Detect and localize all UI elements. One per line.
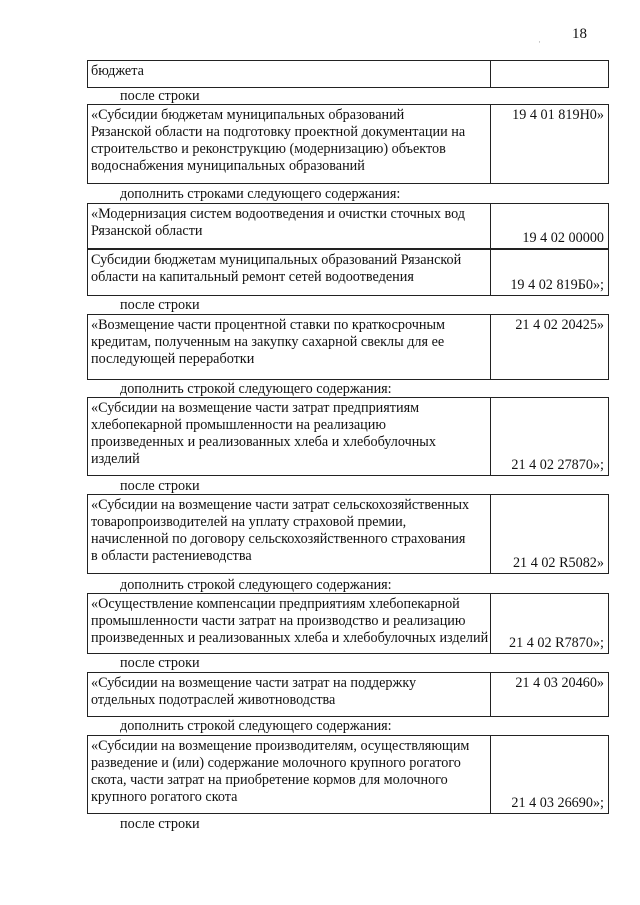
table-row bbox=[87, 314, 609, 380]
description-line: строительство и реконструкцию (модернизацию) объектов bbox=[91, 141, 446, 157]
description-line: хлебопекарной промышленности на реализацию bbox=[91, 417, 386, 433]
description-line: «Субсидии бюджетам муниципальных образований bbox=[91, 107, 405, 123]
table-row bbox=[87, 249, 609, 296]
section-caption: дополнить строкой следующего содержания: bbox=[120, 381, 392, 397]
row-code: 19 4 02 00000 bbox=[522, 230, 604, 246]
table-row bbox=[87, 593, 609, 654]
row-description bbox=[88, 61, 491, 87]
row-description bbox=[88, 736, 491, 813]
section-caption: после строки bbox=[120, 297, 200, 313]
row-code: 21 4 02 R5082» bbox=[512, 555, 604, 571]
description-line: «Субсидии на возмещение части затрат на поддержку bbox=[91, 675, 417, 691]
description-line: произведенных и реализованных хлеба и хлебобулочных изделий bbox=[91, 630, 489, 646]
section-caption: дополнить строкой следующего содержания: bbox=[120, 718, 392, 734]
table-row bbox=[87, 60, 609, 88]
description-line: последующей переработки bbox=[91, 351, 255, 367]
table-row bbox=[87, 672, 609, 717]
row-description bbox=[88, 105, 491, 183]
description-line: скота, части затрат на приобретение кормов для молочного bbox=[91, 772, 448, 788]
table-row bbox=[87, 735, 609, 814]
description-line: начисленной по договору сельскохозяйственного страхования bbox=[91, 531, 466, 547]
description-line: кредитам, полученным на закупку сахарной свеклы для ее bbox=[91, 334, 445, 350]
row-code: 21 4 02 27870»; bbox=[511, 457, 604, 473]
section-caption: после строки bbox=[120, 655, 200, 671]
description-line: изделий bbox=[91, 451, 140, 467]
row-description bbox=[88, 398, 491, 475]
section-caption: после строки bbox=[120, 478, 200, 494]
description-line: товаропроизводителей на уплату страховой премии, bbox=[91, 514, 407, 530]
table-row bbox=[87, 494, 609, 574]
description-line: водоснабжения муниципальных образований bbox=[91, 158, 365, 174]
description-line: в области растениеводства bbox=[91, 548, 252, 564]
row-description bbox=[88, 250, 491, 295]
row-code: 21 4 02 20425» bbox=[515, 317, 604, 333]
description-line: произведенных и реализованных хлеба и хлебобулочных bbox=[91, 434, 436, 450]
row-code: 21 4 03 26690»; bbox=[511, 795, 604, 811]
description-line: «Субсидии на возмещение части затрат сельскохозяйственных bbox=[91, 497, 470, 513]
table-row bbox=[87, 203, 609, 249]
scan-mark: · bbox=[538, 37, 541, 47]
section-caption: дополнить строками следующего содержания: bbox=[120, 186, 401, 202]
page-number: 18 bbox=[572, 26, 587, 42]
section-caption: после строки bbox=[120, 88, 200, 104]
description-line: разведение и (или) содержание молочного крупного рогатого bbox=[91, 755, 461, 771]
description-line: «Субсидии на возмещение части затрат предприятиям bbox=[91, 400, 420, 416]
row-code: 21 4 02 R7870»; bbox=[509, 635, 604, 651]
description-line: крупного рогатого скота bbox=[91, 789, 238, 805]
row-description bbox=[88, 495, 491, 573]
row-description bbox=[88, 204, 491, 248]
description-line: области на капитальный ремонт сетей водоотведения bbox=[91, 269, 414, 285]
description-line: Субсидии бюджетам муниципальных образований Рязанской bbox=[91, 252, 462, 268]
description-line: «Субсидии на возмещение производителям, осуществляющим bbox=[91, 738, 470, 754]
table-row bbox=[87, 397, 609, 476]
description-line: «Возмещение части процентной ставки по краткосрочным bbox=[91, 317, 445, 333]
description-line: Рязанской области bbox=[91, 223, 203, 239]
description-line: промышленности части затрат на производство и реализацию bbox=[91, 613, 466, 629]
row-description bbox=[88, 594, 491, 653]
section-caption: дополнить строкой следующего содержания: bbox=[120, 577, 392, 593]
description-line: «Осуществление компенсации предприятиям хлебопекарной bbox=[91, 596, 460, 612]
section-caption: после строки bbox=[120, 816, 200, 832]
row-code bbox=[489, 61, 608, 87]
row-description bbox=[88, 315, 491, 379]
row-code: 19 4 01 819Н0» bbox=[512, 107, 604, 123]
description-line: Рязанской области на подготовку проектной документации на bbox=[91, 124, 466, 140]
row-code: 19 4 02 819Б0»; bbox=[510, 277, 604, 293]
description-line: «Модернизация систем водоотведения и очистки сточных вод bbox=[91, 206, 465, 222]
row-description bbox=[88, 673, 491, 716]
description-line: бюджета bbox=[91, 63, 144, 79]
description-line: отдельных подотраслей животноводства bbox=[91, 692, 336, 708]
table-row bbox=[87, 104, 609, 184]
row-code: 21 4 03 20460» bbox=[515, 675, 604, 691]
